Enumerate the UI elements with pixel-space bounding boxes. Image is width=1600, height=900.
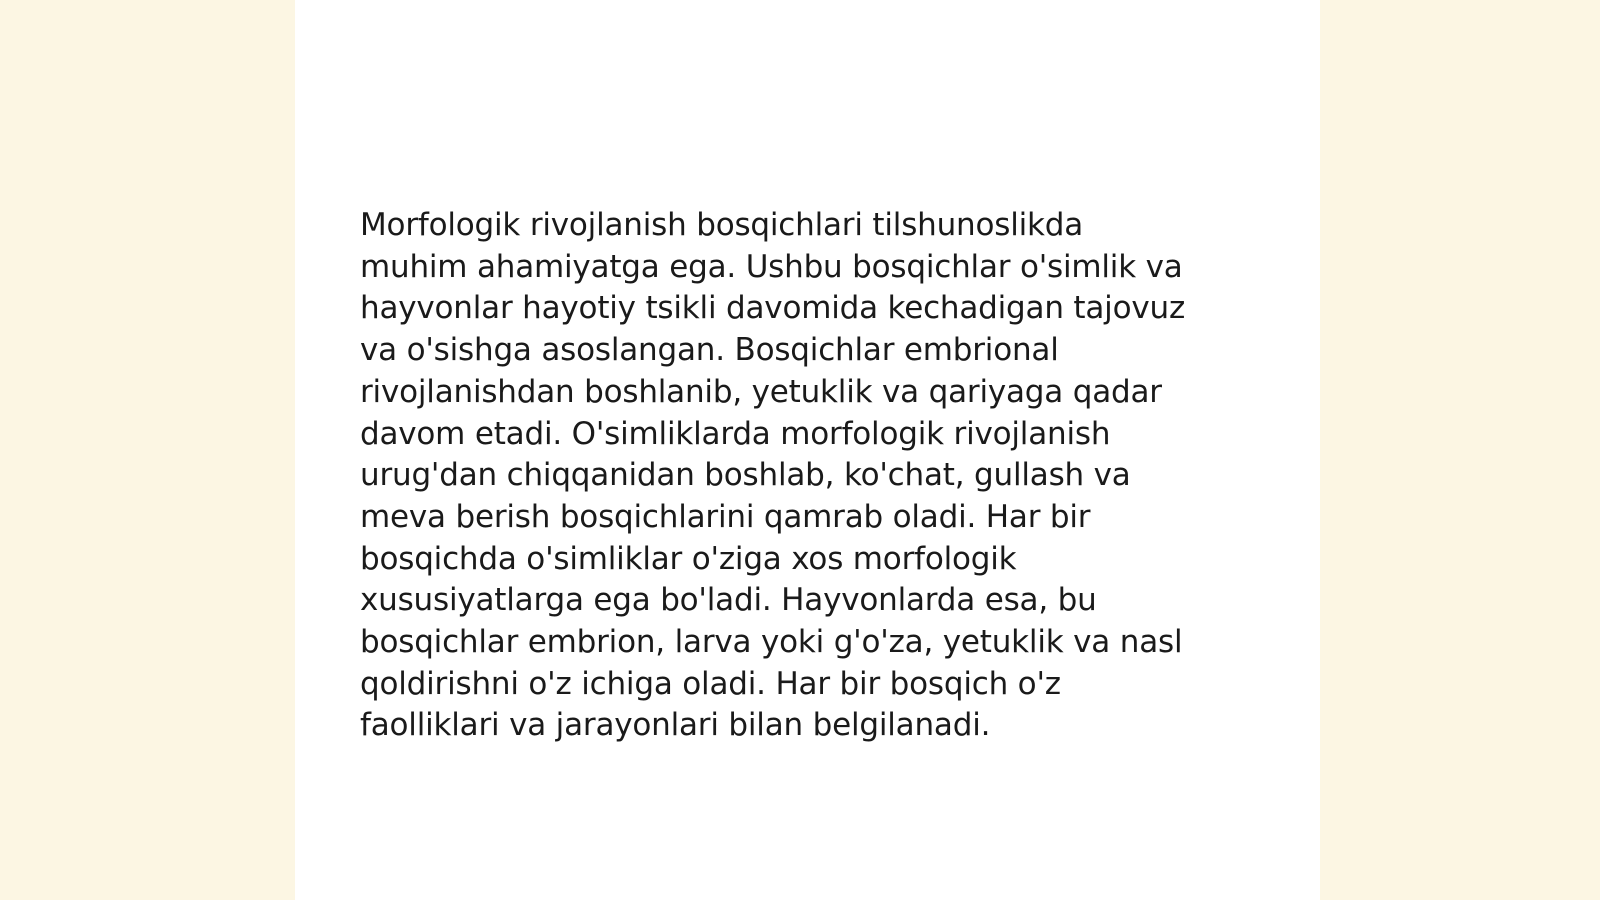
- slide-page: [295, 0, 1320, 900]
- body-line: davom etadi. O'simliklarda morfologik rivojlanish: [360, 415, 1111, 452]
- left-margin-background: [0, 0, 295, 900]
- body-line: rivojlanishdan boshlanib, yetuklik va qariyaga qadar: [360, 373, 1162, 410]
- body-line: xususiyatlarga ega bo'ladi. Hayvonlarda esa, bu: [360, 582, 1097, 619]
- body-line: meva berish bosqichlarini qamrab oladi. Har bir: [360, 498, 1091, 535]
- body-line: muhim ahamiyatga ega. Ushbu bosqichlar o'simlik va: [360, 248, 1183, 285]
- right-margin-background: [1320, 0, 1600, 900]
- body-line: hayvonlar hayotiy tsikli davomida kechadigan tajovuz: [360, 290, 1186, 327]
- body-line: Morfologik rivojlanish bosqichlari tilshunoslikda: [360, 207, 1084, 243]
- body-line: qoldirishni o'z ichiga oladi. Har bir bosqich o'z: [360, 665, 1061, 702]
- body-line: faolliklari va jarayonlari bilan belgilanadi.: [360, 707, 991, 744]
- body-line: va o'sishga asoslangan. Bosqichlar embrional: [360, 332, 1059, 369]
- slide-body-text: [360, 205, 1240, 747]
- body-line: bosqichlar embrion, larva yoki g'o'za, yetuklik va nasl: [360, 624, 1183, 661]
- body-line: urug'dan chiqqanidan boshlab, ko'chat, gullash va: [360, 457, 1131, 494]
- body-line: bosqichda o'simliklar o'ziga xos morfologik: [360, 540, 1017, 577]
